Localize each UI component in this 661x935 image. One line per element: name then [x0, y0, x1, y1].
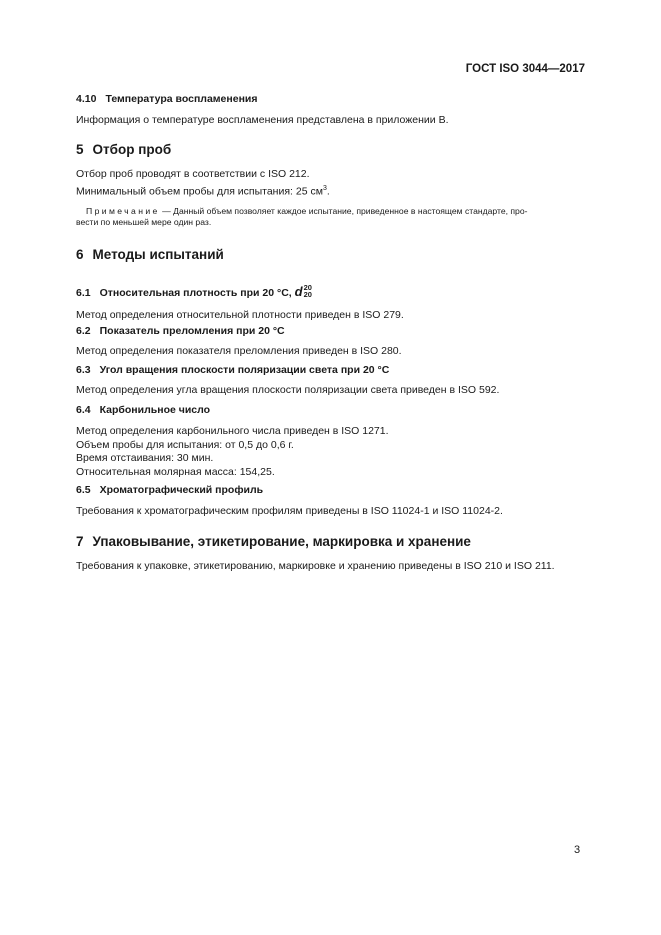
section-number: 6.3	[76, 364, 91, 376]
section-title: Методы испытаний	[92, 247, 224, 262]
sample-volume-end: .	[326, 185, 330, 197]
section-6-4-line-1: Метод определения карбонильного числа приведен в ISO 1271.	[76, 425, 389, 437]
section-number: 5	[76, 142, 84, 157]
section-title: Отбор проб	[92, 142, 172, 157]
section-5	[76, 142, 586, 229]
section-6-3-text: Метод определения угла вращения плоскости поляризации света приведен в ISO 592.	[76, 384, 500, 396]
section-number: 6.2	[76, 325, 91, 337]
section-title: Температура воспламенения	[105, 93, 258, 105]
section-6-heading	[76, 247, 586, 262]
section-title: Хроматографический профиль	[99, 484, 264, 496]
section-title: Относительная плотность при 20 °С,	[99, 287, 292, 299]
section-4-10-heading	[76, 93, 586, 105]
sample-volume-sup: 3	[322, 184, 327, 192]
section-7	[76, 534, 586, 574]
section-number: 7	[76, 534, 84, 549]
section-title: Показатель преломления при 20 °С	[99, 325, 285, 337]
density-subscript: 20	[303, 290, 312, 300]
section-6-1	[76, 284, 586, 323]
density-indices	[304, 284, 312, 298]
density-superscript: 20	[303, 283, 312, 293]
section-5-line-1: Отбор проб проводят в соответствии с ISO 212.	[76, 168, 310, 180]
section-6-4-line-3: Время отстаивания: 30 мин.	[76, 452, 214, 464]
section-6-5	[76, 484, 586, 519]
document-id-header: ГОСТ ISO 3044—2017	[465, 63, 585, 75]
section-6-3-heading	[76, 364, 586, 376]
section-4-10-text: Информация о температуре воспламенения представлена в приложении В.	[76, 114, 449, 126]
section-6-2-text: Метод определения показателя преломления приведен в ISO 280.	[76, 345, 402, 357]
section-6-4-line-2: Объем пробы для испытания: от 0,5 до 0,6 г.	[76, 438, 294, 451]
section-5-note	[76, 206, 586, 229]
sample-volume-text: Минимальный объем пробы для испытания: 25 см	[76, 185, 323, 197]
section-number: 6.4	[76, 404, 91, 416]
section-7-heading	[76, 534, 586, 549]
note-text: — Данный объем позволяет каждое испытание, приведенное в настоящем стандарте, про-	[159, 205, 528, 216]
section-6-5-heading	[76, 484, 586, 496]
section-5-heading	[76, 142, 586, 157]
section-6-5-text: Требования к хроматографическим профилям приведены в ISO 11024-1 и ISO 11024-2.	[76, 505, 503, 517]
section-6-4	[76, 404, 586, 479]
section-5-line-2	[76, 182, 586, 199]
section-number: 6	[76, 247, 84, 262]
section-title: Упаковывание, этикетирование, маркировка и хранение	[92, 534, 471, 549]
section-title: Карбонильное число	[99, 404, 211, 416]
section-title: Угол вращения плоскости поляризации света при 20 °С	[99, 364, 390, 376]
section-6-1-heading	[76, 284, 586, 300]
section-6-4-heading	[76, 404, 586, 416]
section-6-2	[76, 325, 586, 359]
section-number: 4.10	[76, 93, 97, 105]
section-6-4-line-4: Относительная молярная масса: 154,25.	[76, 465, 275, 478]
density-symbol: d	[294, 284, 303, 299]
section-6-2-heading	[76, 325, 586, 337]
section-4-10	[76, 93, 586, 128]
section-6	[76, 247, 586, 262]
page-number: 3	[574, 844, 581, 856]
note-line-1	[76, 206, 586, 218]
section-6-1-text: Метод определения относительной плотности приведен в ISO 279.	[76, 309, 404, 322]
section-7-text: Требования к упаковке, этикетированию, маркировке и хранению приведены в ISO 210 и ISO 211.	[76, 560, 555, 572]
section-number: 6.1	[76, 287, 91, 299]
note-label: Примечание	[86, 205, 160, 216]
section-number: 6.5	[76, 484, 91, 496]
section-6-3	[76, 364, 586, 398]
note-line-2: вести по меньшей мере один раз.	[76, 217, 212, 227]
